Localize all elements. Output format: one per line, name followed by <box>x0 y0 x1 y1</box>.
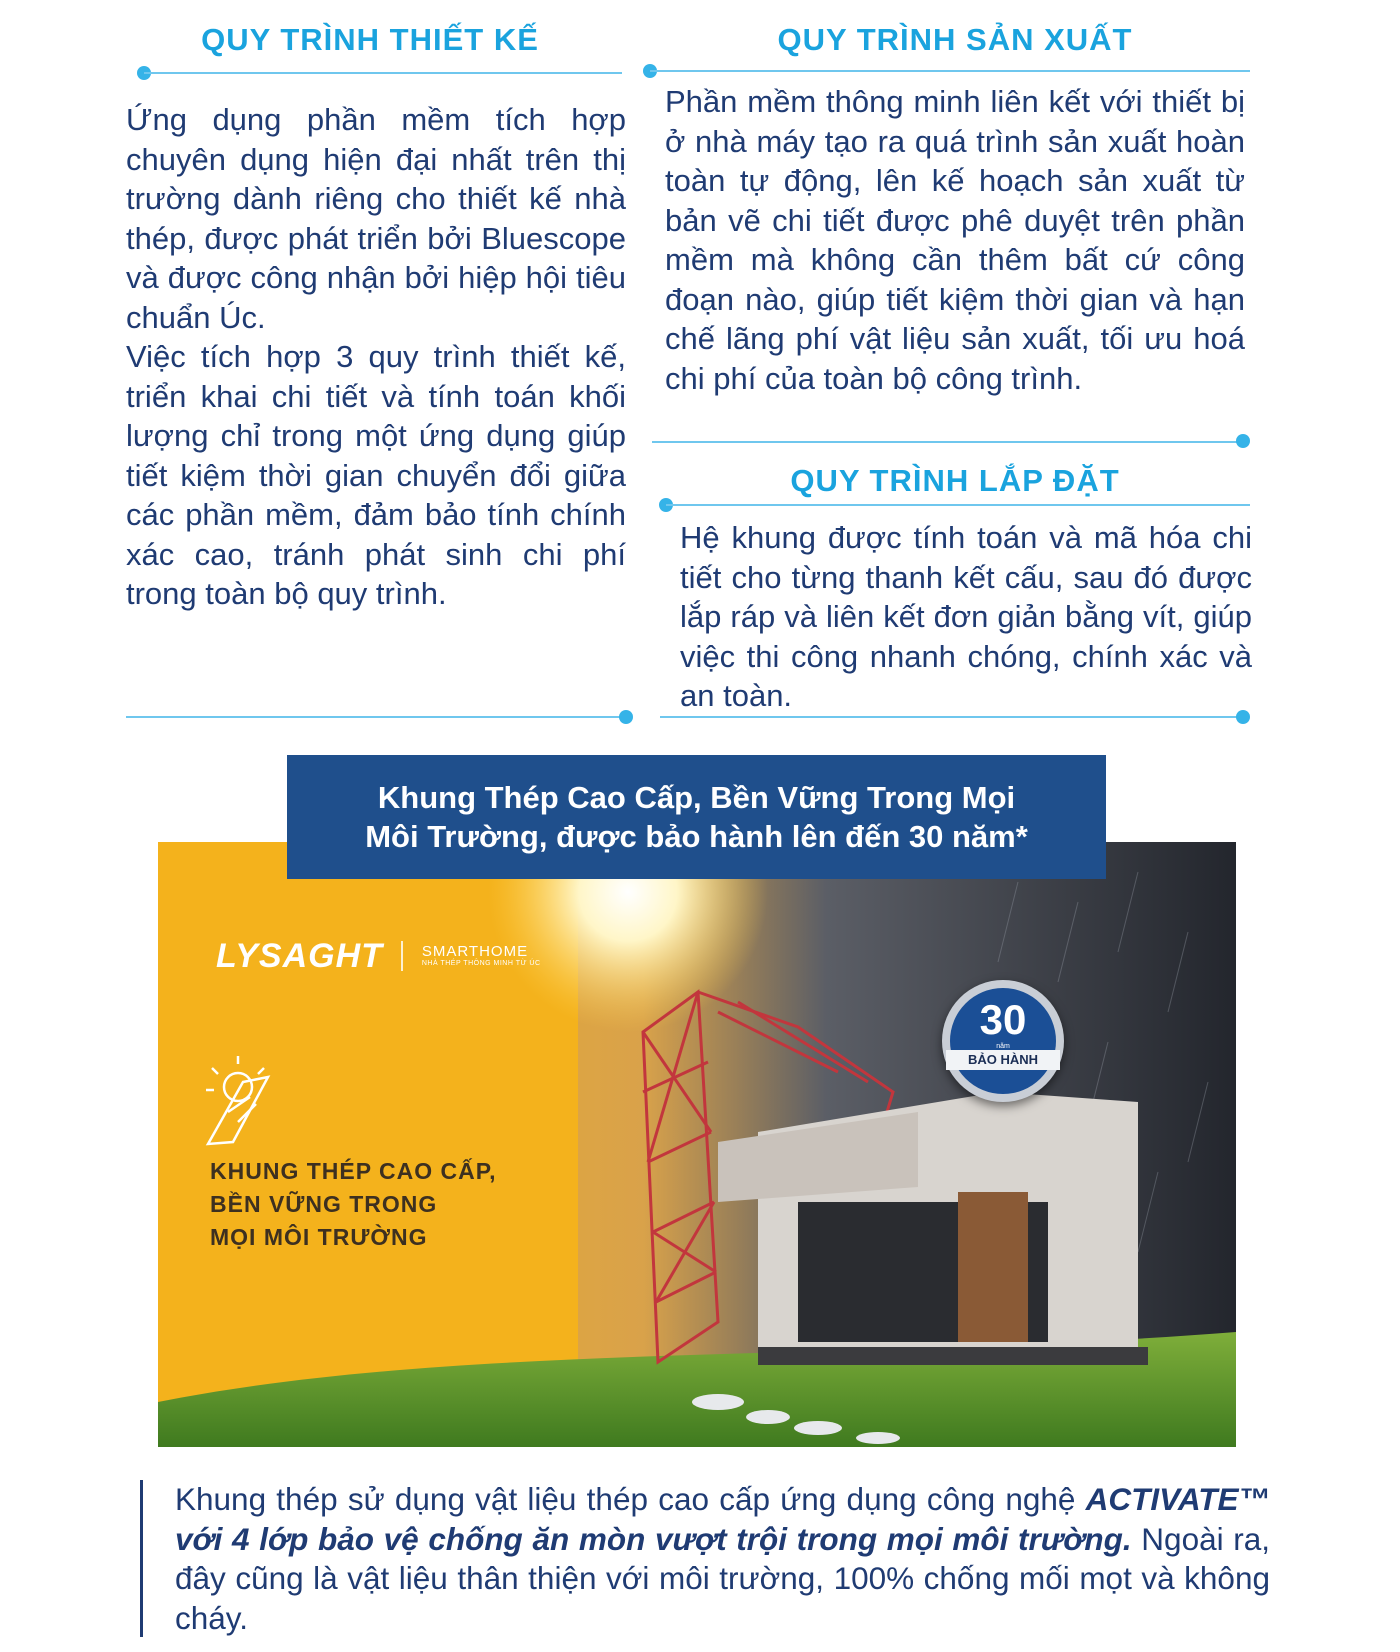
house-door-panel <box>958 1192 1028 1342</box>
production-process-title: QUY TRÌNH SẢN XUẤT <box>777 22 1133 57</box>
divider-line <box>126 716 626 718</box>
brand-sub-name: SMARTHOME <box>421 943 529 960</box>
hero-illustration <box>158 842 1236 1447</box>
design-process-title: QUY TRÌNH THIẾT KẾ <box>201 22 539 57</box>
divider-line <box>666 504 1250 506</box>
activate-text-part-1: Khung thép sử dụng vật liệu thép cao cấp ứng dụng công nghệ <box>175 1481 1086 1517</box>
tagline-line: MỌI MÔI TRƯỜNG <box>210 1224 428 1250</box>
divider-dot <box>619 710 633 724</box>
divider-dot <box>1236 434 1250 448</box>
divider-line <box>144 72 622 74</box>
quote-bar <box>140 1480 143 1637</box>
hero-image <box>158 842 1236 1447</box>
brand-tagline: NHÀ THÉP THÔNG MINH TỪ ÚC <box>421 960 541 967</box>
warranty-badge-inner <box>950 988 1056 1094</box>
divider-line <box>660 716 1240 718</box>
production-process-text: Phần mềm thông minh liên kết với thiết bị ở nhà máy tạo ra quá trình sản xuất hoàn toàn tự động, lên kế hoạch sản xuất từ bản vẽ chi tiết được phê duyệt trên phần mềm mà không cần thêm bất cứ công đoạn nào, giúp tiết kiệm thời gian và hạn chế lãng phí vật liệu sản xuất, tối ưu hoá chi phí của toàn bộ công trình. <box>665 84 1245 396</box>
tagline-line: BỀN VỮNG TRONG <box>210 1191 438 1217</box>
warranty-unit: năm <box>996 1043 1010 1050</box>
warranty-badge <box>942 980 1064 1102</box>
warranty-banner <box>287 755 1106 879</box>
activate-emphasis: ACTIVATE™ với 4 lớp bảo vệ chống ăn mòn vượt trội trong mọi môi trường. <box>175 1481 1270 1557</box>
activate-description <box>175 1480 1270 1638</box>
installation-process-text: Hệ khung được tính toán và mã hóa chi tiết cho từng thanh kết cấu, sau đó được lắp ráp và liên kết đơn giản bằng vít, giúp việc thi công nhanh chóng, chính xác và an toàn. <box>680 520 1252 713</box>
warranty-years: 30 <box>979 996 1027 1043</box>
design-process-text <box>126 100 626 614</box>
warranty-label: BẢO HÀNH <box>946 1050 1060 1070</box>
house-deck <box>758 1347 1148 1365</box>
brand-name: LYSAGHT <box>216 937 383 975</box>
tagline-line: KHUNG THÉP CAO CẤP, <box>210 1158 497 1184</box>
divider-line <box>650 70 1250 72</box>
brand-separator <box>401 941 403 971</box>
banner-line-2: Môi Trường, được bảo hành lên đến 30 năm* <box>365 819 1028 854</box>
activate-text-part-2: Ngoài ra, đây cũng là vật liệu thân thiện với môi trường, 100% chống mối mọt và không cháy. <box>175 1520 1270 1636</box>
installation-process-title: QUY TRÌNH LẮP ĐẶT <box>790 463 1120 498</box>
design-paragraph-2: Việc tích hợp 3 quy trình thiết kế, triển khai chi tiết và tính toán khối lượng chỉ trong một ứng dụng giúp tiết kiệm thời gian chuyển đổi giữa các phần mềm, đảm bảo tính chính xác cao, tránh phát sinh chi phí trong toàn bộ quy trình. <box>126 339 626 611</box>
banner-line-1: Khung Thép Cao Cấp, Bền Vững Trong Mọi <box>377 780 1016 815</box>
hero-tagline <box>210 1155 497 1254</box>
divider-line <box>652 441 1242 443</box>
smarthome-logo <box>422 943 541 967</box>
design-paragraph-1: Ứng dụng phần mềm tích hợp chuyên dụng hiện đại nhất trên thị trường dành riêng cho thiết kế nhà thép, được phát triển bởi Bluescope và được công nhận bởi hiệp hội tiêu chuẩn Úc. <box>126 102 626 335</box>
divider-dot <box>1236 710 1250 724</box>
lysaght-logo <box>216 937 541 976</box>
